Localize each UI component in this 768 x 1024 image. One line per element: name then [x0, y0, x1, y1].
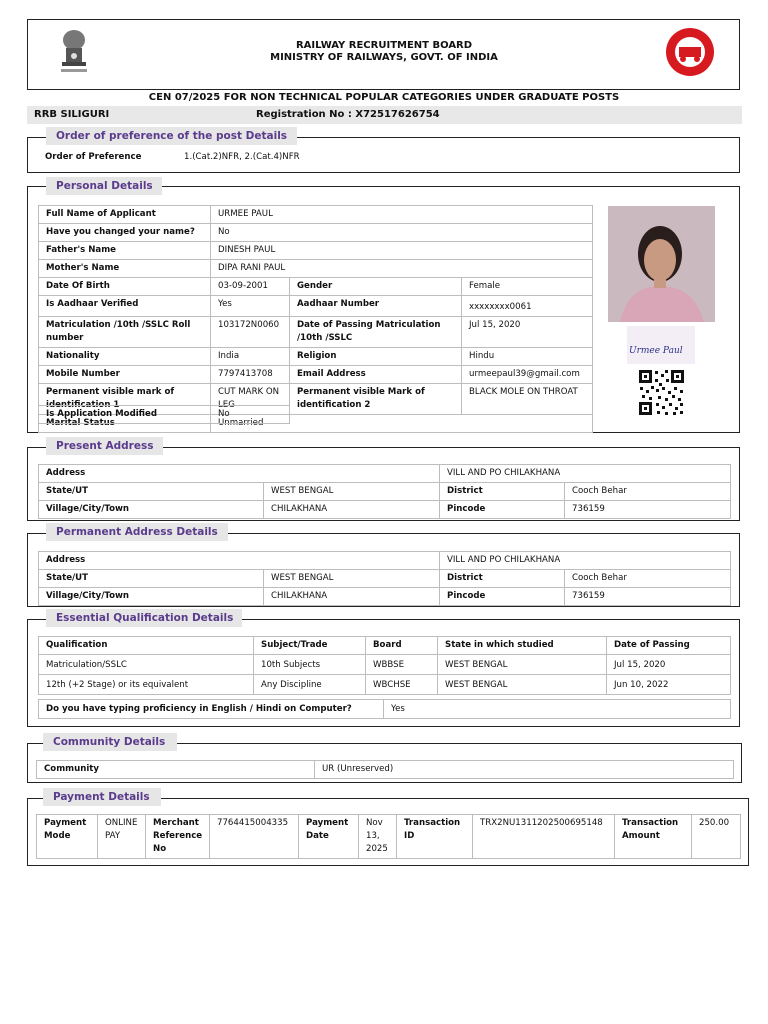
changed-label: Have you changed your name? — [39, 224, 211, 242]
present-district-label: District — [440, 483, 565, 501]
present-pin-value: 736159 — [565, 501, 731, 519]
personal-table — [38, 205, 593, 433]
table-row — [39, 242, 593, 260]
community-value: UR (Unreserved) — [315, 761, 734, 779]
preference-legend: Order of preference of the post Details — [46, 127, 297, 145]
modified-table — [38, 405, 290, 424]
table-row — [39, 224, 593, 242]
table-row — [39, 278, 593, 296]
table-row — [39, 296, 593, 317]
payment-mode-label: Payment Mode — [37, 815, 98, 859]
typing-table — [38, 699, 731, 719]
name-value: URMEE PAUL — [211, 206, 593, 224]
table-row — [39, 588, 731, 606]
table-row — [39, 465, 731, 483]
table-row — [39, 655, 731, 675]
religion-label: Religion — [290, 348, 462, 366]
payment-table — [36, 814, 741, 859]
table-row — [37, 815, 741, 859]
permanent-address-label: Address — [39, 552, 440, 570]
merchant-value: 7764415004335 — [210, 815, 299, 859]
present-village-label: Village/City/Town — [39, 501, 264, 519]
father-value: DINESH PAUL — [211, 242, 593, 260]
modified-value: No — [211, 406, 290, 424]
permanent-village-label: Village/City/Town — [39, 588, 264, 606]
personal-legend: Personal Details — [46, 177, 162, 195]
mother-value: DIPA RANI PAUL — [211, 260, 593, 278]
table-row — [39, 406, 290, 424]
changed-value: No — [211, 224, 593, 242]
email-value: urmeepaul39@gmail.com — [462, 366, 593, 384]
table-row — [39, 366, 593, 384]
permanent-pin-label: Pincode — [440, 588, 565, 606]
merchant-label: Merchant Reference No — [146, 815, 210, 859]
table-row — [39, 206, 593, 224]
table-row — [39, 700, 731, 719]
subject-cell: 10th Subjects — [254, 655, 366, 675]
marital-label: Marital Status — [39, 415, 211, 433]
community-table — [36, 760, 734, 779]
mobile-value: 7797413708 — [211, 366, 290, 384]
payment-date-label: Payment Date — [299, 815, 359, 859]
aadhaar-label: Aadhaar Number — [290, 296, 462, 317]
table-row — [39, 552, 731, 570]
board-title: RAILWAY RECRUITMENT BOARD — [295, 40, 473, 51]
permanent-pin-value: 736159 — [565, 588, 731, 606]
marital-value: Unmarried — [211, 415, 593, 433]
passing-label: Date of Passing Matriculation /10th /SSLC — [290, 317, 462, 348]
present-state-value: WEST BENGAL — [264, 483, 440, 501]
present-address-table — [38, 464, 731, 519]
rrb-name: RRB SILIGURI — [34, 109, 110, 120]
father-label: Father's Name — [39, 242, 211, 260]
mobile-label: Mobile Number — [39, 366, 211, 384]
qual-cell: Matriculation/SSLC — [39, 655, 254, 675]
cen-title: CEN 07/2025 FOR NON TECHNICAL POPULAR CATEGORIES UNDER GRADUATE POSTS — [148, 92, 620, 103]
table-row — [39, 570, 731, 588]
present-village-value: CHILAKHANA — [264, 501, 440, 519]
dob-value: 03-09-2001 — [211, 278, 290, 296]
permanent-state-value: WEST BENGAL — [264, 570, 440, 588]
board-cell: WBBSE — [366, 655, 438, 675]
payment-date-value: Nov 13, 2025 — [359, 815, 397, 859]
mark2-label: Permanent visible Mark of identification 2 — [290, 384, 462, 415]
present-address-legend: Present Address — [46, 437, 163, 455]
community-label: Community — [37, 761, 315, 779]
present-address-value: VILL AND PO CHILAKHANA — [440, 465, 731, 483]
table-row — [39, 483, 731, 501]
table-row — [39, 675, 731, 695]
email-label: Email Address — [290, 366, 462, 384]
nationality-value: India — [211, 348, 290, 366]
state-header: State in which studied — [438, 637, 607, 655]
permanent-address-value: VILL AND PO CHILAKHANA — [440, 552, 731, 570]
mother-label: Mother's Name — [39, 260, 211, 278]
mark1-label: Permanent visible mark of identification 1 — [39, 384, 211, 415]
subject-cell: Any Discipline — [254, 675, 366, 695]
table-row — [39, 348, 593, 366]
table-row — [39, 260, 593, 278]
ministry-title: MINISTRY OF RAILWAYS, GOVT. OF INDIA — [270, 52, 498, 63]
passing-value: Jul 15, 2020 — [462, 317, 593, 348]
typing-value: Yes — [384, 700, 731, 719]
transaction-id-label: Transaction ID — [397, 815, 473, 859]
gender-label: Gender — [290, 278, 462, 296]
qr-code-svg — [638, 369, 685, 416]
table-row — [39, 501, 731, 519]
modified-label: Is Application Modified — [39, 406, 211, 424]
roll-value: 103172N0060 — [211, 317, 290, 348]
permanent-village-value: CHILAKHANA — [264, 588, 440, 606]
religion-value: Hindu — [462, 348, 593, 366]
preference-value: 1.(Cat.2)NFR, 2.(Cat.4)NFR — [184, 152, 300, 162]
date-cell: Jun 10, 2022 — [607, 675, 731, 695]
applicant-signature — [627, 326, 695, 364]
board-cell: WBCHSE — [366, 675, 438, 695]
payment-mode-value: ONLINE PAY — [98, 815, 146, 859]
community-legend: Community Details — [43, 733, 177, 751]
state-cell: WEST BENGAL — [438, 675, 607, 695]
name-label: Full Name of Applicant — [39, 206, 211, 224]
state-cell: WEST BENGAL — [438, 655, 607, 675]
table-row — [37, 761, 734, 779]
gender-value: Female — [462, 278, 593, 296]
permanent-state-label: State/UT — [39, 570, 264, 588]
permanent-address-legend: Permanent Address Details — [46, 523, 228, 541]
subject-header: Subject/Trade — [254, 637, 366, 655]
qual-header: Qualification — [39, 637, 254, 655]
qr-code-icon — [638, 369, 685, 416]
transaction-id-value: TRX2NU1311202500695148 — [473, 815, 615, 859]
payment-legend: Payment Details — [43, 788, 161, 806]
present-pin-label: Pincode — [440, 501, 565, 519]
table-row — [39, 637, 731, 655]
date-cell: Jul 15, 2020 — [607, 655, 731, 675]
date-header: Date of Passing — [607, 637, 731, 655]
preference-label: Order of Preference — [45, 152, 142, 162]
aadhaar-verified-label: Is Aadhaar Verified — [39, 296, 211, 317]
board-header: Board — [366, 637, 438, 655]
applicant-photo — [608, 206, 715, 322]
qualification-legend: Essential Qualification Details — [46, 609, 242, 627]
mark1-value: CUT MARK ON LEG — [211, 384, 290, 415]
signature-text: Urmee Paul — [629, 346, 683, 356]
typing-label: Do you have typing proficiency in English / Hindi on Computer? — [39, 700, 384, 719]
aadhaar-verified-value: Yes — [211, 296, 290, 317]
roll-label: Matriculation /10th /SSLC Roll number — [39, 317, 211, 348]
permanent-address-table — [38, 551, 731, 606]
nationality-label: Nationality — [39, 348, 211, 366]
qualification-table — [38, 636, 731, 695]
amount-label: Transaction Amount — [615, 815, 692, 859]
mark2-value: BLACK MOLE ON THROAT — [462, 384, 593, 415]
aadhaar-value: xxxxxxxx0061 — [462, 296, 593, 317]
registration-number: Registration No : X72517626754 — [256, 109, 440, 120]
present-state-label: State/UT — [39, 483, 264, 501]
qual-cell: 12th (+2 Stage) or its equivalent — [39, 675, 254, 695]
registration-bar — [27, 106, 742, 124]
table-row — [39, 317, 593, 348]
permanent-district-value: Cooch Behar — [565, 570, 731, 588]
present-address-label: Address — [39, 465, 440, 483]
present-district-value: Cooch Behar — [565, 483, 731, 501]
dob-label: Date Of Birth — [39, 278, 211, 296]
amount-value: 250.00 — [692, 815, 741, 859]
permanent-district-label: District — [440, 570, 565, 588]
